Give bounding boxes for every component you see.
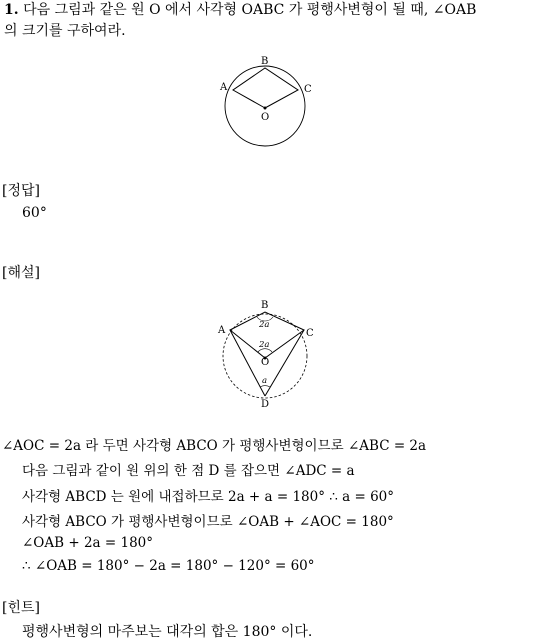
center-point-o — [264, 107, 267, 110]
label-c-2: C — [306, 328, 314, 339]
label-d-2: D — [261, 399, 270, 410]
label-o-2: O — [261, 357, 270, 368]
label-a: A — [220, 82, 228, 93]
hint-header: [힌트] — [2, 600, 40, 616]
label-angle-o: 2a — [259, 340, 270, 350]
problem-line-1 — [4, 0, 476, 20]
circle-figure-1 — [210, 52, 320, 157]
solution-line-2: 다음 그림과 같이 원 위의 한 점 D 를 잡으면 ∠ADC = a — [22, 463, 355, 479]
segment-cd — [265, 330, 304, 396]
solution-header: [해설] — [2, 265, 40, 281]
label-angle-d: a — [262, 376, 268, 386]
circle-o — [225, 66, 305, 146]
label-c: C — [304, 84, 312, 95]
solution-line-1: ∠AOC = 2a 라 두면 사각형 ABCO 가 평행사변형이므로 ∠ABC = 2a — [2, 438, 427, 454]
solution-line-6: ∴ ∠OAB = 180° − 2a = 180° − 120° = 60° — [22, 558, 315, 574]
label-a-2: A — [218, 325, 226, 336]
label-o: O — [261, 112, 270, 123]
problem-text-line-1: 다음 그림과 같은 원 O 에서 사각형 OABC 가 평행사변형이 될 때, ∠OAB — [23, 2, 477, 18]
label-b-2: B — [261, 300, 269, 311]
answer-header: [정답] — [2, 183, 40, 199]
solution-line-5: ∠OAB + 2a = 180° — [22, 535, 153, 551]
circle-figure-2 — [210, 296, 320, 416]
label-angle-b: 2a — [259, 320, 270, 330]
solution-line-4: 사각형 ABCO 가 평행사변형이므로 ∠OAB + ∠AOC = 180° — [22, 514, 394, 530]
label-b: B — [261, 56, 269, 67]
hint-text: 평행사변형의 마주보는 대각의 합은 180° 이다. — [22, 624, 313, 640]
solution-line-3: 사각형 ABCD 는 원에 내접하므로 2a + a = 180° ∴ a = 60° — [22, 489, 395, 505]
answer-value: 60° — [22, 205, 47, 221]
problem-number: 1. — [4, 2, 19, 18]
problem-text-line-2: 의 크기를 구하여라. — [4, 23, 126, 39]
